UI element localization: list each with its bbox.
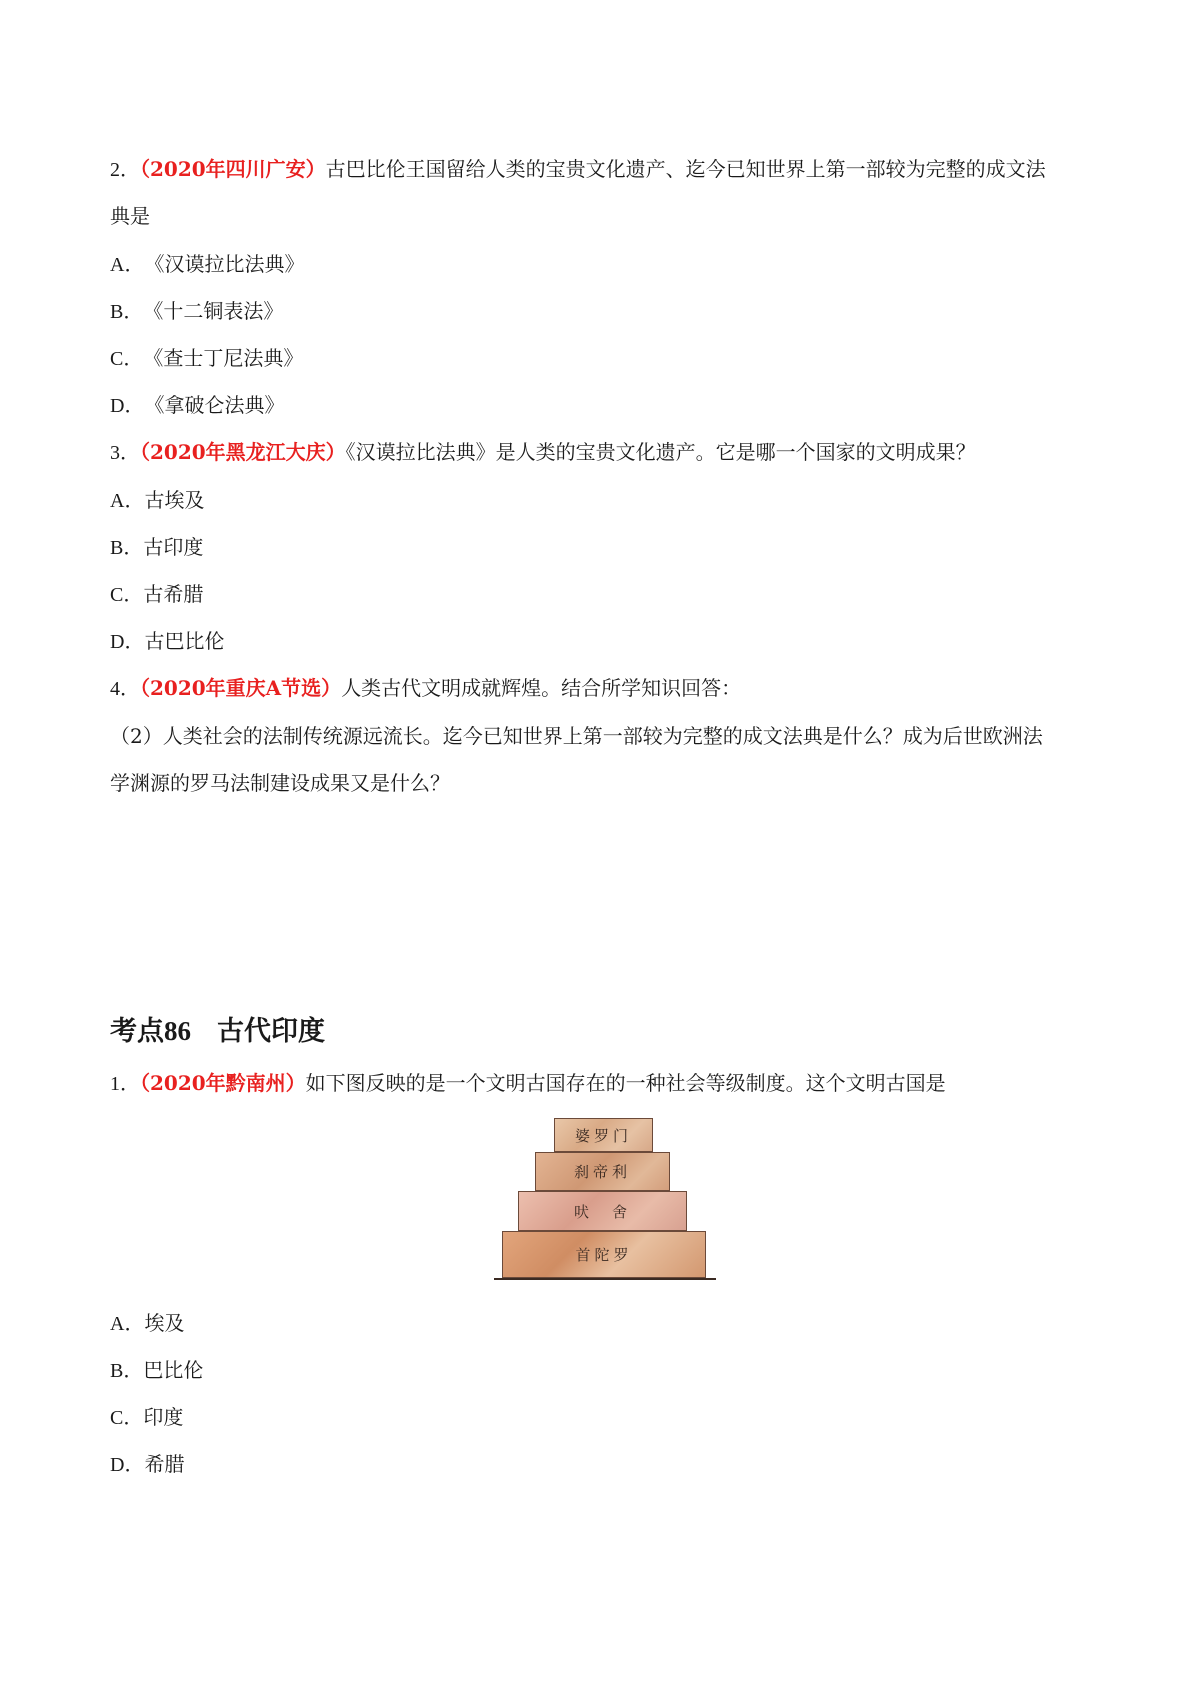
q2-stem-line1 — [110, 155, 1046, 184]
q3-source: （2020年黑龙江大庆） — [140, 440, 346, 464]
q5-option-d: D．希腊 — [110, 1452, 185, 1476]
q2-option-d: D．《拿破仑法典》 — [110, 393, 285, 417]
q5-option-a: A．埃及 — [110, 1311, 185, 1335]
q5-number: 1． — [110, 1073, 140, 1095]
q3-option-a: A．古埃及 — [110, 488, 205, 512]
q2-option-c: C．《查士丁尼法典》 — [110, 346, 304, 370]
pyramid-tier-brahmin: 婆罗门 — [554, 1118, 653, 1152]
q2-number: 2． — [110, 159, 140, 181]
pyramid-tier-vaishya: 吠 舍 — [518, 1191, 687, 1231]
q2-source: （2020年四川广安） — [140, 157, 326, 181]
q3-option-c: C．古希腊 — [110, 582, 204, 606]
q3-number: 3． — [110, 442, 140, 464]
q4-source: （2020年重庆A节选） — [140, 676, 342, 700]
q5-option-c: C．印度 — [110, 1405, 184, 1429]
q2-stem-line2: 典是 — [110, 204, 150, 228]
q5-source: （2020年黔南州） — [140, 1071, 306, 1095]
q4-stem-text: 人类古代文明成就辉煌。结合所学知识回答： — [341, 676, 742, 700]
q5-stem — [110, 1069, 946, 1098]
q5-stem-text: 如下图反映的是一个文明古国存在的一种社会等级制度。这个文明古国是 — [305, 1071, 946, 1095]
caste-pyramid-figure — [494, 1118, 716, 1284]
q2-option-b: B．《十二铜表法》 — [110, 299, 284, 323]
q3-option-d: D．古巴比伦 — [110, 629, 225, 653]
q3-option-b: B．古印度 — [110, 535, 204, 559]
q4-number: 4． — [110, 678, 140, 700]
pyramid-baseline — [494, 1278, 716, 1280]
q3-stem-text: 《汉谟拉比法典》是人类的宝贵文化遗产。它是哪一个国家的文明成果？ — [345, 440, 976, 464]
section-label: 考点86 — [110, 1016, 191, 1046]
q2-stem-text: 古巴比伦王国留给人类的宝贵文化遗产、迄今已知世界上第一部较为完整的成文法 — [325, 157, 1046, 181]
q3-stem — [110, 438, 976, 467]
section-heading — [110, 1013, 325, 1049]
section-title: 古代印度 — [217, 1016, 325, 1046]
pyramid-tier-shudra: 首陀罗 — [502, 1231, 706, 1278]
q5-option-b: B．巴比伦 — [110, 1358, 204, 1382]
pyramid-tier-kshatriya: 刹帝利 — [535, 1152, 670, 1191]
q2-option-a: A．《汉谟拉比法典》 — [110, 252, 305, 276]
q4-sub-line1: （2）人类社会的法制传统源远流长。迄今已知世界上第一部较为完整的成文法典是什么？成为后世欧洲法 — [110, 724, 1043, 748]
q4-stem — [110, 674, 741, 703]
q4-sub-line2: 学渊源的罗马法制建设成果又是什么？ — [110, 771, 450, 795]
